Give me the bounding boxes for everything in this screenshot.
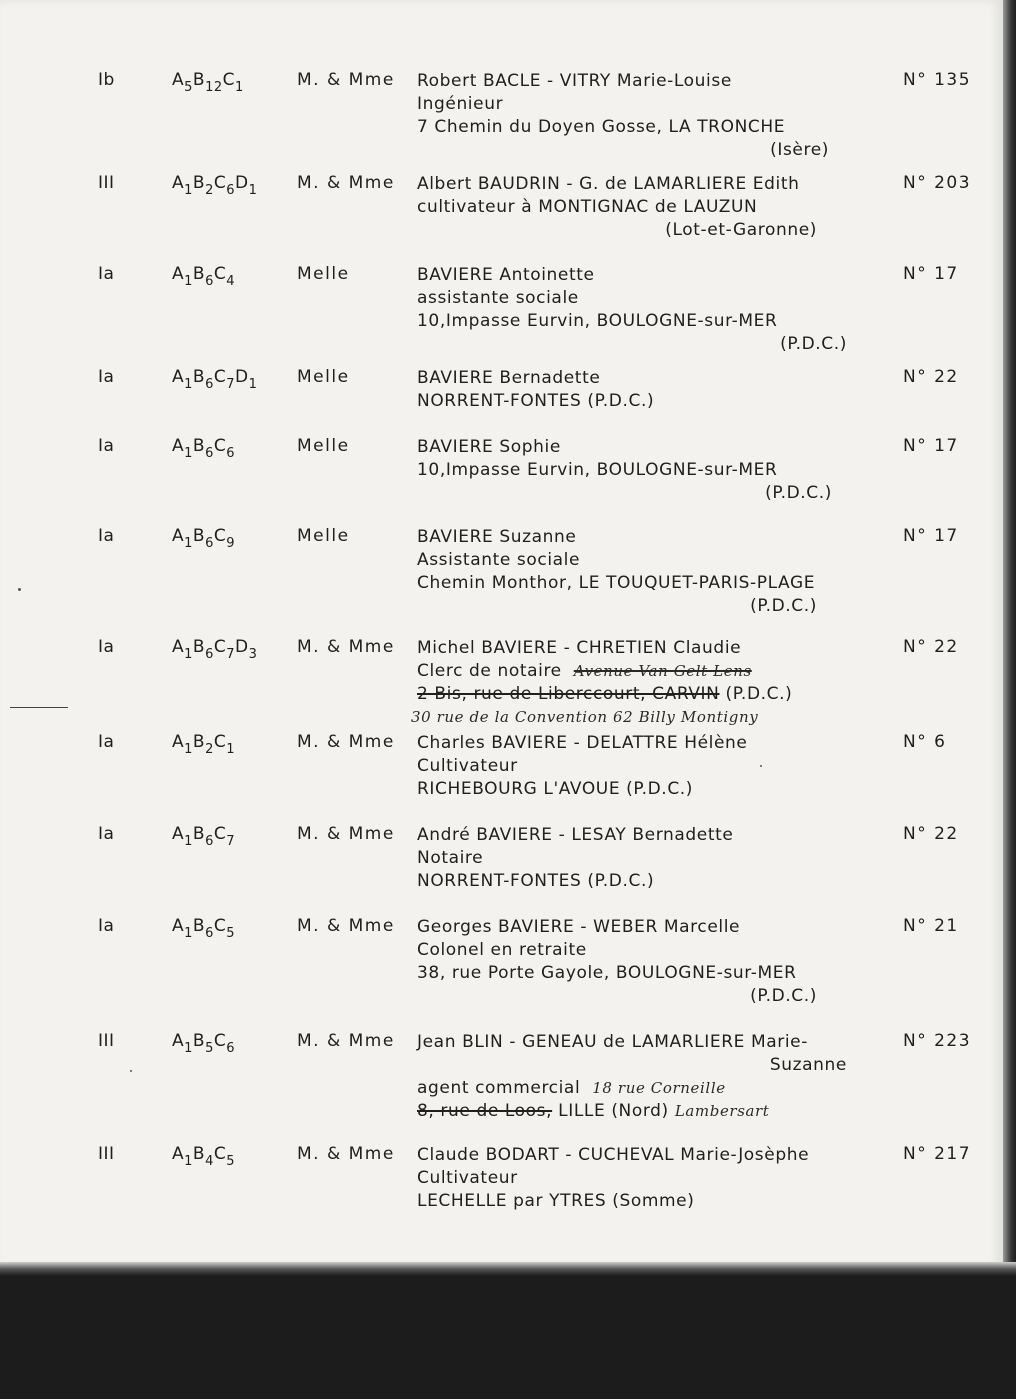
entry-class: Ia — [98, 264, 115, 284]
entry-code: $A_1B_4C_5$ — [172, 1144, 236, 1169]
entry-class: Ib — [98, 70, 115, 90]
entry-line: Cultivateur — [417, 1168, 518, 1188]
page-fold — [0, 1262, 1016, 1276]
entry-line: Assistante sociale — [417, 550, 581, 570]
entry-body — [417, 1144, 887, 1213]
entry-body — [417, 264, 887, 356]
entry-title: M. & Mme — [297, 916, 395, 936]
entry-number: N° 21 — [903, 916, 959, 936]
entry-line: assistante sociale — [417, 288, 579, 308]
entry-title: M. & Mme — [297, 1144, 395, 1164]
entry-body — [411, 637, 887, 729]
entry-class: Ia — [98, 436, 115, 456]
entry-name: BAVIERE Suzanne — [417, 527, 577, 547]
entry-body — [417, 526, 887, 618]
entry-line: Cultivateur — [417, 756, 518, 776]
entry-class: Ia — [98, 637, 115, 657]
occupation: agent commercial — [417, 1078, 581, 1098]
entry-region: (P.D.C.) — [780, 334, 847, 354]
entry-body — [417, 916, 887, 1008]
entry-body — [417, 1031, 887, 1123]
entry-title: M. & Mme — [297, 1031, 395, 1051]
entry-title: Melle — [297, 526, 350, 546]
entry-code: $A_1B_2C_6D_1$ — [172, 173, 258, 198]
entry-code: $A_1B_6C_7D_3$ — [172, 637, 258, 662]
entry-title: M. & Mme — [297, 824, 395, 844]
entry-name: BAVIERE Bernadette — [417, 368, 601, 388]
entry-number: N° 223 — [903, 1031, 972, 1051]
handwritten-address: 30 rue de la Convention 62 Billy Montigny — [411, 708, 759, 726]
entry-name: BAVIERE Sophie — [417, 437, 561, 457]
entry-name: BAVIERE Antoinette — [417, 265, 595, 285]
entry-code: $A_5B_{12}C_1$ — [172, 70, 244, 95]
entry-line: RICHEBOURG L'AVOUE (P.D.C.) — [417, 779, 694, 799]
occupation: Clerc de notaire — [417, 661, 562, 681]
entry-class: Ia — [98, 526, 115, 546]
entry-line: Chemin Monthor, LE TOUQUET-PARIS-PLAGE — [417, 573, 816, 593]
entry-title: M. & Mme — [297, 732, 395, 752]
entry-number: N° 203 — [903, 173, 972, 193]
struck-handwritten-address: Avenue Van Gelt Lens — [573, 662, 752, 680]
entry-name: Jean BLIN - GENEAU de LAMARLIERE Marie- — [417, 1032, 808, 1052]
entry-name: Robert BACLE - VITRY Marie-Louise — [417, 71, 732, 91]
entry-code: $A_1B_6C_7$ — [172, 824, 236, 849]
struck-address: 2 Bis, rue de Liberccourt, CARVIN — [417, 684, 720, 704]
entry-line: Notaire — [417, 848, 484, 868]
entry-line — [417, 1100, 887, 1123]
entry-line — [417, 660, 887, 683]
entry-body — [417, 436, 887, 505]
entry-name: Claude BODART - CUCHEVAL Marie-Josèphe — [417, 1145, 810, 1165]
entry-body — [417, 173, 887, 242]
entry-class: III — [98, 1144, 115, 1164]
handwritten-street: 18 rue Corneille — [592, 1079, 726, 1097]
margin-mark — [10, 707, 68, 708]
entry-name: Michel BAVIERE - CHRETIEN Claudie — [417, 638, 742, 658]
entry-code: $A_1B_2C_1$ — [172, 732, 236, 757]
entry-code: $A_1B_6C_4$ — [172, 264, 236, 289]
entry-body — [417, 367, 887, 413]
entry-title: M. & Mme — [297, 637, 395, 657]
entry-body — [417, 732, 887, 801]
entry-code: $A_1B_6C_9$ — [172, 526, 236, 551]
entry-title: Melle — [297, 264, 350, 284]
entry-region: (P.D.C.) — [765, 483, 832, 503]
entry-line — [417, 1077, 887, 1100]
entry-number: N° 17 — [903, 436, 959, 456]
entry-class: III — [98, 1031, 115, 1051]
entry-line: 10,Impasse Eurvin, BOULOGNE-sur-MER — [417, 311, 778, 331]
speck — [130, 1070, 132, 1072]
entry-class: Ia — [98, 824, 115, 844]
entry-number: N° 22 — [903, 824, 959, 844]
speck — [18, 588, 21, 591]
entry-body — [417, 70, 887, 162]
entry-region: (P.D.C.) — [750, 596, 817, 616]
entry-code: $A_1B_6C_7D_1$ — [172, 367, 258, 392]
entry-line: Ingénieur — [417, 94, 504, 114]
entry-number: N° 22 — [903, 637, 959, 657]
entry-line: 10,Impasse Eurvin, BOULOGNE-sur-MER — [417, 460, 778, 480]
entry-code: $A_1B_6C_5$ — [172, 916, 236, 941]
entry-region: (Isère) — [770, 140, 829, 160]
entry-number: N° 22 — [903, 367, 959, 387]
entry-class: III — [98, 173, 115, 193]
entry-code: $A_1B_5C_6$ — [172, 1031, 236, 1056]
entry-line: NORRENT-FONTES (P.D.C.) — [417, 391, 655, 411]
entry-line: 7 Chemin du Doyen Gosse, LA TRONCHE — [417, 117, 786, 137]
entry-line: Colonel en retraite — [417, 940, 587, 960]
entry-title: Melle — [297, 367, 350, 387]
entry-title: Melle — [297, 436, 350, 456]
entry-class: Ia — [98, 367, 115, 387]
page-edge — [1003, 0, 1016, 1268]
address-suffix: (P.D.C.) — [725, 684, 793, 704]
entry-number: N° 135 — [903, 70, 972, 90]
entry-code: $A_1B_6C_6$ — [172, 436, 236, 461]
entry-number: N° 17 — [903, 264, 959, 284]
address-city: LILLE (Nord) — [558, 1101, 669, 1121]
entry-name: André BAVIERE - LESAY Bernadette — [417, 825, 734, 845]
entry-line: 38, rue Porte Gayole, BOULOGNE-sur-MER — [417, 963, 797, 983]
entry-region: (P.D.C.) — [750, 986, 817, 1006]
entry-number: N° 17 — [903, 526, 959, 546]
entry-title: M. & Mme — [297, 173, 395, 193]
entry-line: cultivateur à MONTIGNAC de LAUZUN — [417, 197, 758, 217]
entry-name: Georges BAVIERE - WEBER Marcelle — [417, 917, 741, 937]
entry-number: N° 6 — [903, 732, 947, 752]
entry-region: (Lot-et-Garonne) — [665, 220, 817, 240]
entry-name: Albert BAUDRIN - G. de LAMARLIERE Edith — [417, 174, 800, 194]
entry-line: NORRENT-FONTES (P.D.C.) — [417, 871, 655, 891]
entry-name: Charles BAVIERE - DELATTRE Hélène — [417, 733, 748, 753]
entry-line — [417, 683, 887, 706]
entry-body — [417, 824, 887, 893]
entry-class: Ia — [98, 732, 115, 752]
entry-name-continued: Suzanne — [769, 1055, 847, 1075]
entry-number: N° 217 — [903, 1144, 972, 1164]
struck-address: 8, rue de Loos, — [417, 1101, 553, 1121]
entry-class: Ia — [98, 916, 115, 936]
entry-title: M. & Mme — [297, 70, 395, 90]
handwritten-city: Lambersart — [674, 1102, 770, 1120]
entry-line: LECHELLE par YTRES (Somme) — [417, 1191, 695, 1211]
